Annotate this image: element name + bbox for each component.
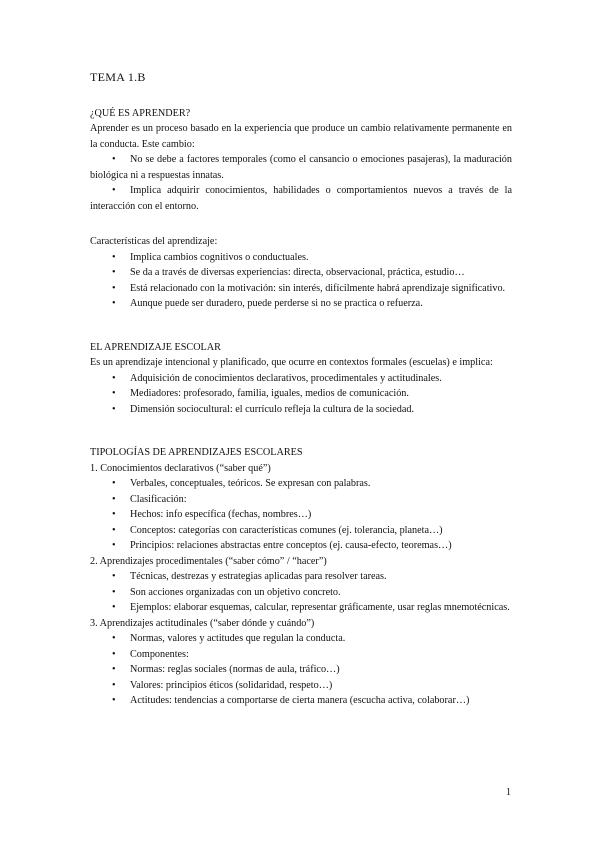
- bullet-icon: •: [112, 298, 116, 309]
- bullet-list: [90, 631, 512, 709]
- list-item: • Se da a través de diversas experiencias: directa, observacional, práctica, estudio…: [90, 265, 512, 281]
- section-intro: Aprender es un proceso basado en la experiencia que produce un cambio relativamente permanente en la conducta. Este cambio:: [90, 123, 512, 150]
- bullet-icon: •: [112, 586, 116, 598]
- list-item: • Normas: reglas sociales (normas de aula, tráfico…): [90, 662, 512, 678]
- list-item: • Adquisición de conocimientos declarativos, procedimentales y actitudinales.: [90, 371, 512, 387]
- list-item: • Verbales, conceptuales, teóricos. Se expresan con palabras.: [90, 476, 512, 492]
- group-label: 2. Aprendizajes procedimentales (“saber cómo” / “hacer”): [90, 555, 327, 567]
- list-item: • Ejemplos: elaborar esquemas, calcular, representar gráficamente, usar reglas mnemotécnicas.: [90, 600, 512, 616]
- section-heading: TIPOLOGÍAS DE APRENDIZAJES ESCOLARES: [90, 447, 303, 458]
- bullet-list: [90, 476, 512, 554]
- bullet-icon: •: [112, 185, 116, 196]
- list-item: • Principios: relaciones abstractas entre conceptos (ej. causa-efecto, teoremas…): [90, 538, 512, 554]
- list-item: • Técnicas, destrezas y estrategias aplicadas para resolver tareas.: [90, 569, 512, 585]
- bullet-list: [90, 250, 512, 312]
- list-item: • Está relacionado con la motivación: sin interés, difícilmente habrá aprendizaje significativo.: [90, 281, 512, 297]
- bullet-icon: •: [112, 664, 116, 675]
- list-item: • Normas, valores y actitudes que regulan la conducta.: [90, 631, 512, 647]
- section-heading: EL APRENDIZAJE ESCOLAR: [90, 341, 221, 353]
- bullet-icon: •: [112, 540, 116, 551]
- section-heading: Características del aprendizaje:: [90, 236, 218, 247]
- section-intro: Es un aprendizaje intencional y planificado, que ocurre en contextos formales (escuelas) e implica:: [90, 357, 493, 368]
- section-tipologias: [90, 445, 512, 709]
- bullet-icon: •: [112, 403, 116, 415]
- bullet-icon: •: [112, 251, 116, 263]
- group-label: 1. Conocimientos declarativos (“saber qué”): [90, 462, 271, 474]
- list-item: • Conceptos: categorías con características comunes (ej. tolerancia, planeta…): [90, 523, 512, 539]
- list-item: • Hechos: info específica (fechas, nombres…): [90, 507, 512, 523]
- list-item: • Implica adquirir conocimientos, habilidades o comportamientos nuevos a través de la interacción con el entorno.: [90, 185, 512, 212]
- page-number: 1: [506, 787, 511, 798]
- bullet-icon: •: [112, 695, 116, 706]
- bullet-list: [90, 152, 512, 214]
- bullet-icon: •: [112, 602, 116, 613]
- document-page: [90, 70, 512, 709]
- bullet-list: [90, 569, 512, 616]
- group-label: 3. Aprendizajes actitudinales (“saber dónde y cuándo”): [90, 617, 315, 629]
- list-item: • Mediadores: profesorado, familia, iguales, medios de comunicación.: [90, 386, 512, 402]
- list-item: • No se debe a factores temporales (como el cansancio o emociones pasajeras), la maduración biológica ni a respuestas innatas.: [90, 154, 512, 181]
- bullet-icon: •: [112, 524, 116, 536]
- list-item: • Aunque puede ser duradero, puede perderse si no se practica o refuerza.: [90, 296, 512, 312]
- bullet-icon: •: [112, 633, 116, 644]
- section-que-es-aprender: [90, 106, 512, 215]
- bullet-icon: •: [112, 282, 116, 294]
- bullet-icon: •: [112, 478, 116, 489]
- bullet-list: [90, 371, 512, 418]
- bullet-icon: •: [112, 388, 116, 399]
- bullet-icon: •: [112, 267, 116, 278]
- list-item: • Componentes:: [90, 647, 512, 663]
- bullet-icon: •: [112, 679, 116, 691]
- bullet-icon: •: [112, 154, 116, 165]
- bullet-icon: •: [112, 509, 116, 520]
- bullet-icon: •: [112, 493, 116, 505]
- bullet-icon: •: [112, 372, 116, 384]
- section-aprendizaje-escolar: [90, 340, 512, 418]
- list-item: • Dimensión sociocultural: el currículo refleja la cultura de la sociedad.: [90, 402, 512, 418]
- bullet-icon: •: [112, 571, 116, 582]
- list-item: • Actitudes: tendencias a comportarse de cierta manera (escucha activa, colaborar…): [90, 693, 512, 709]
- list-item: • Implica cambios cognitivos o conductuales.: [90, 250, 512, 266]
- list-item: • Clasificación:: [90, 492, 512, 508]
- list-item: • Son acciones organizadas con un objetivo concreto.: [90, 585, 512, 601]
- bullet-icon: •: [112, 648, 116, 660]
- section-caracteristicas: [90, 234, 512, 312]
- list-item: • Valores: principios éticos (solidaridad, respeto…): [90, 678, 512, 694]
- section-heading: ¿QUÉ ES APRENDER?: [90, 107, 191, 119]
- document-title: TEMA 1.B: [90, 70, 146, 84]
